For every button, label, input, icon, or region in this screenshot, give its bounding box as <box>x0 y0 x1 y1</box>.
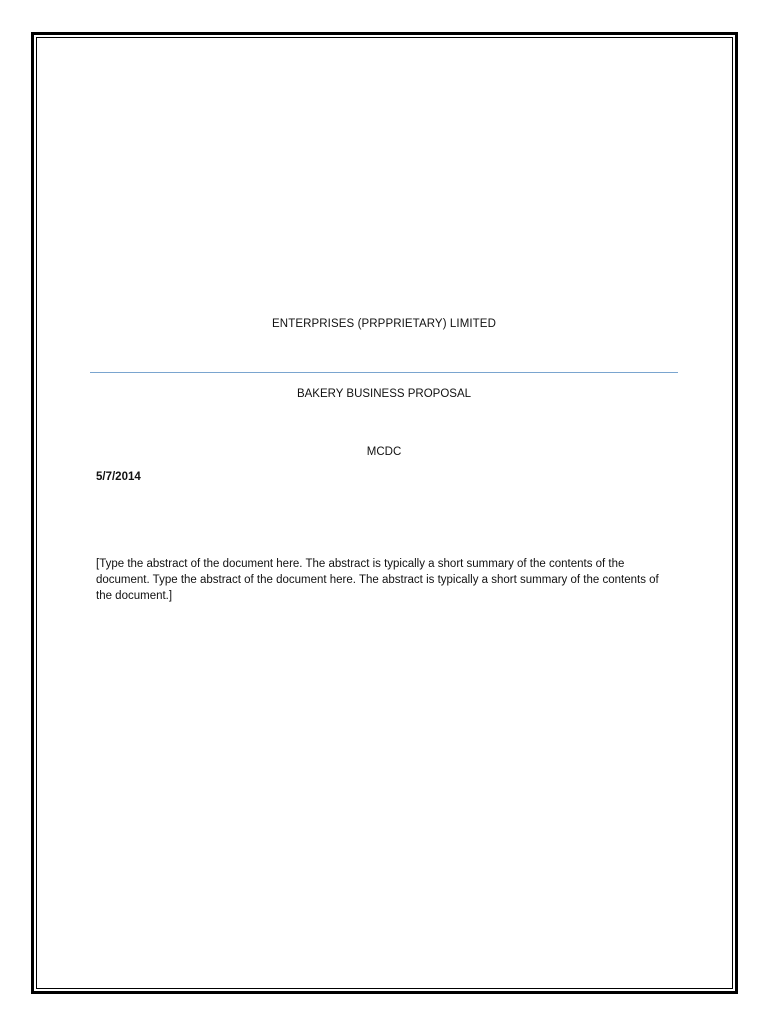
page-border <box>31 32 738 994</box>
page-border-inner <box>36 37 733 989</box>
document-abstract: [Type the abstract of the document here. The abstract is typically a short summary of the contents of the document. Type the abstract of the document here. The abstract is typically a short summary of the contents of the document.] <box>96 558 659 602</box>
document-title: BAKERY BUSINESS PROPOSAL <box>296 388 472 400</box>
company-name: ENTERPRISES (PRPPRIETARY) LIMITED <box>272 318 496 330</box>
document-author: MCDC <box>366 446 402 458</box>
title-divider <box>90 372 678 373</box>
document-date: 5/7/2014 <box>96 471 141 483</box>
